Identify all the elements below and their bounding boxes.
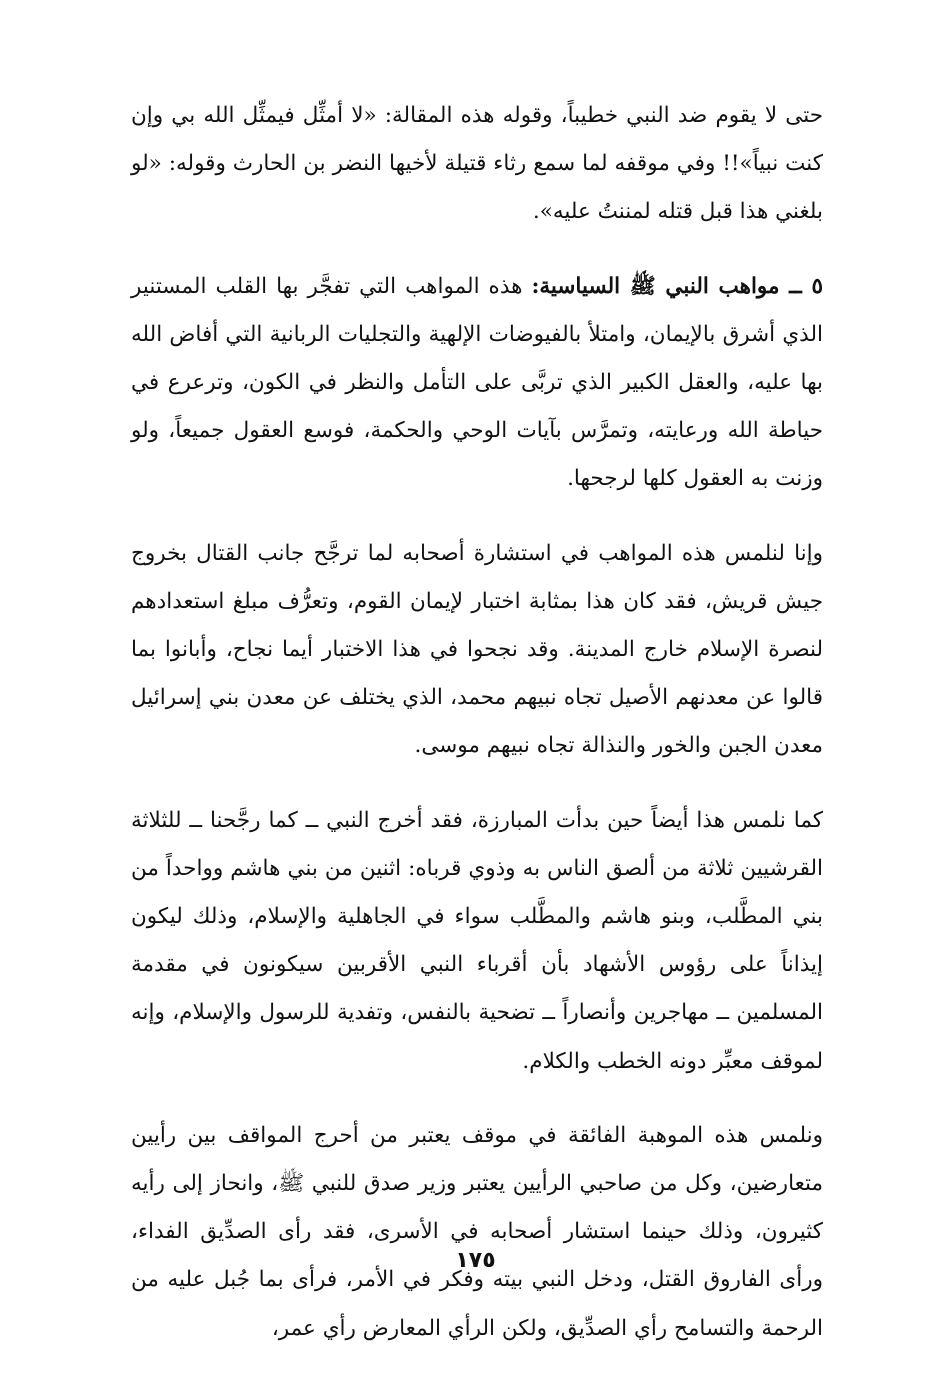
paragraph-2	[131, 263, 823, 504]
paragraph-1-text: حتى لا يقوم ضد النبي خطيباً، وقوله هذه المقالة: «لا أمثِّل فيمثِّل الله بي وإن كنت نبياً»!! وفي موقفه لما سمع رثاء قتيلة لأخيها النضر بن الحارث وقوله: «لو بلغني هذا قبل قتله لمننتُ عليه».	[131, 103, 823, 225]
paragraph-3	[131, 530, 823, 771]
book-page-body	[131, 92, 823, 1353]
paragraph-5	[131, 1112, 823, 1353]
paragraph-1	[131, 92, 823, 237]
paragraph-2-text: هذه المواهب التي تفجَّر بها القلب المستنير الذي أشرق بالإيمان، وامتلأ بالفيوضات الإلهية والتجليات الربانية التي أفاض الله بها عليه، والعقل الكبير الذي تربَّى على التأمل والنظر في الكون، وترعرع في حياطة الله ورعايته، وتمرَّس بآيات الوحي والحكمة، فوسع العقول جميعاً، ولو وزنت به العقول كلها لرجحها.	[131, 273, 823, 492]
paragraph-5-text: ونلمس هذه الموهبة الفائقة في موقف يعتبر من أحرج المواقف بين رأيين متعارضين، وكل من صاحبي الرأيين يعتبر وزير صدق للنبي ﷺ، وانحاز إلى رأيه كثيرون، وذلك حينما استشار أصحابه في الأسرى، فقد رأى الصدِّيق الفداء، ورأى الفاروق القتل، ودخل النبي بيته وفكر في الأمر، فرأى بما جُبل عليه من الرحمة والتسامح رأي الصدِّيق، ولكن الرأي المعارض رأي عمر،	[131, 1122, 823, 1341]
paragraph-4	[131, 797, 823, 1086]
paragraph-4-text: كما نلمس هذا أيضاً حين بدأت المبارزة، فقد أخرج النبي ــ كما رجَّحنا ــ للثلاثة القرشيين ثلاثة من ألصق الناس به وذوي قرباه: اثنين من بني هاشم وواحداً من بني المطَّلب، وبنو هاشم والمطَّلب سواء في الجاهلية والإسلام، وذلك ليكون إيذاناً على رؤوس الأشهاد بأن أقرباء النبي الأقربين سيكونون في مقدمة المسلمين ــ مهاجرين وأنصاراً ــ تضحية بالنفس، وتفدية للرسول والإسلام، وإنه لموقف معبِّر دونه الخطب والكلام.	[131, 807, 823, 1074]
section-heading: ٥ ــ مواهب النبي ﷺ السياسية:	[531, 273, 823, 299]
page-number: ١٧٥	[455, 1248, 496, 1273]
paragraph-3-text: وإنا لنلمس هذه المواهب في استشارة أصحابه لما ترجَّح جانب القتال بخروج جيش قريش، فقد كان هذا بمثابة اختبار لإيمان القوم، وتعرُّف مبلغ استعدادهم لنصرة الإسلام خارج المدينة. وقد نجحوا في هذا الاختبار أيما نجاح، وأبانوا بما قالوا عن معدنهم الأصيل تجاه نبيهم محمد، الذي يختلف عن معدن بني إسرائيل معدن الجبن والخور والنذالة تجاه نبيهم موسى.	[131, 540, 823, 759]
